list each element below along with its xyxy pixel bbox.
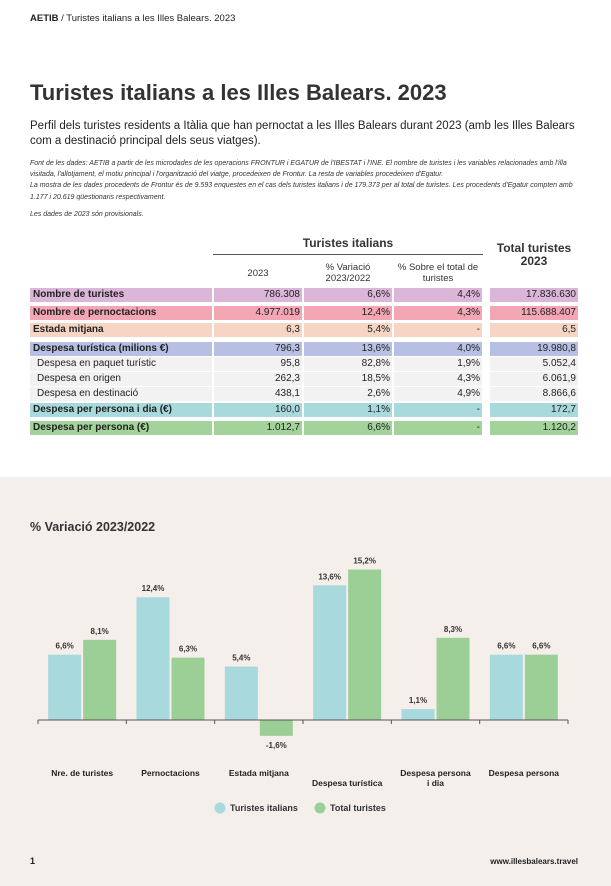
category-label: Despesa turística [311,778,383,788]
table-cell-var: 6,6% [304,421,392,435]
data-label: -1,6% [265,740,287,750]
table-cell-var: 12,4% [304,306,392,320]
table-row [30,288,578,302]
breadcrumb-text: Turistes italians a les Illes Balears. 2023 [66,13,236,24]
table-cell-total: 17.836.630 [490,288,578,302]
category-label: Nre. de turistes [51,768,114,778]
table-cell-label: Despesa en origen [30,372,212,386]
table-cell-v2023: 1.012,7 [214,421,302,435]
col-header-2023: 2023 [247,268,269,279]
data-label: 13,6% [318,572,342,582]
source-notes [30,158,580,220]
table-cell-share: 4,4% [394,288,482,302]
group-header: Turistes italians [213,236,483,255]
bar-total [437,638,470,720]
page-title: Turistes italians a les Illes Balears. 2023 [30,80,447,105]
data-label: 6,6% [497,641,516,651]
data-label: 5,4% [232,653,251,663]
table-row [30,372,578,386]
table-cell-total: 1.120,2 [490,421,578,435]
table-row [30,403,578,417]
bar-total [83,640,116,720]
table-cell-var: 6,6% [304,288,392,302]
table-cell-var: 82,8% [304,357,392,371]
table-cell-label: Nombre de pernoctacions [30,306,212,320]
data-label: 6,6% [532,641,551,651]
data-label: 15,2% [353,556,377,566]
table-cell-var: 13,6% [304,342,392,356]
total-header: Total turistes 2023 [496,241,572,268]
bar-total [260,720,293,736]
table-cell-v2023: 95,8 [214,357,302,371]
bar-italians [313,585,346,720]
brand: AETIB [30,13,59,24]
legend-label: Total turistes [330,803,386,813]
table-cell-share: 4,3% [394,372,482,386]
table-cell-v2023: 262,3 [214,372,302,386]
table-cell-share: - [394,403,482,417]
table-cell-total: 6,5 [490,323,578,337]
bar-italians [225,667,258,720]
table-cell-var: 18,5% [304,372,392,386]
table-cell-total: 19.980,8 [490,342,578,356]
note-source: Font de les dades: AETIB a partir de les microdades de les operacions FRONTUR i EGATUR de l'IBESTAT i l'INE. El nombre de turistes i les variables relacionades amb l'illa visitada, l'allotjament, el motiu principal i l'organització del viatge, procedeixen de Frontur. La resta de variables procedeixen d'Egatur. [30,160,567,179]
table-cell-label: Despesa turística (milions €) [30,342,212,356]
footer-url: www.illesbalears.travel [490,857,578,866]
legend-swatch [215,803,226,814]
bar-total [172,658,205,720]
chart-title: % Variació 2023/2022 [30,520,156,534]
category-label: Despesa persona [488,768,560,778]
table-cell-v2023: 786.308 [214,288,302,302]
table-row [30,421,578,435]
table-cell-label: Estada mitjana [30,323,212,337]
table-cell-label: Despesa per persona (€) [30,421,212,435]
bar-total [525,655,558,720]
table-cell-var: 2,6% [304,387,392,401]
table-cell-v2023: 796,3 [214,342,302,356]
col-header-share: % Sobre el total de turistes [397,262,479,284]
table-cell-v2023: 6,3 [214,323,302,337]
page-number: 1 [30,856,36,866]
note-sample: La mostra de les dades procedents de Frontur és de 9.593 enquestes en el cas dels turistes italians i de 179.373 per al total de turistes. Les procedents d'Egatur compten amb 1.177 i 20.619 qüestionaris respectivament. [30,182,573,201]
category-label: Pernoctacions [141,768,200,778]
table-row [30,306,578,320]
category-label: Estada mitjana [228,768,289,778]
table-cell-total: 172,7 [490,403,578,417]
data-label: 8,3% [443,624,463,634]
table-cell-label: Despesa per persona i dia (€) [30,403,212,417]
table-row [30,323,578,337]
table-cell-label: Despesa en paquet turístic [30,357,212,371]
category-label: Despesa persona i dia [400,768,471,788]
table-cell-var: 5,4% [304,323,392,337]
table-cell-label: Nombre de turistes [30,288,212,302]
bar-italians [402,709,435,720]
table-row [30,342,578,356]
data-label: 6,6% [55,641,74,651]
legend-swatch [315,803,326,814]
table-cell-label: Despesa en destinació [30,387,212,401]
table-cell-v2023: 438,1 [214,387,302,401]
bar-italians [490,655,523,720]
variation-bar-chart [0,540,611,840]
bar-total [348,570,381,720]
table-cell-share: - [394,421,482,435]
table-cell-total: 5.052,4 [490,357,578,371]
table-cell-v2023: 4.977.019 [214,306,302,320]
table-row [30,387,578,401]
legend-label: Turistes italians [230,803,298,813]
table-cell-share: 4,9% [394,387,482,401]
data-label: 12,4% [141,584,165,594]
bar-italians [48,655,81,720]
breadcrumb [30,13,235,24]
table-cell-var: 1,1% [304,403,392,417]
table-cell-total: 8.866,6 [490,387,578,401]
table-cell-v2023: 160,0 [214,403,302,417]
table-cell-share: 1,9% [394,357,482,371]
data-label: 6,3% [178,644,198,654]
bar-italians [137,597,170,720]
table-cell-share: 4,0% [394,342,482,356]
table-cell-total: 6.061,9 [490,372,578,386]
col-header-variation: % Variació 2023/2022 [325,262,371,284]
breadcrumb-separator: / [58,13,67,24]
table-cell-share: - [394,323,482,337]
data-label: 1,1% [408,696,428,706]
table-row [30,357,578,371]
table-cell-share: 4,3% [394,306,482,320]
note-provisional: Les dades de 2023 són provisionals. [30,210,144,218]
page-subtitle: Perfil dels turistes residents a Itàlia que han pernoctat a les Illes Balears durant 2023 (amb les Illes Balears com a destinació principal dels seus viatges). [30,120,575,147]
table-cell-total: 115.688.407 [490,306,578,320]
data-label: 8,1% [90,626,109,636]
